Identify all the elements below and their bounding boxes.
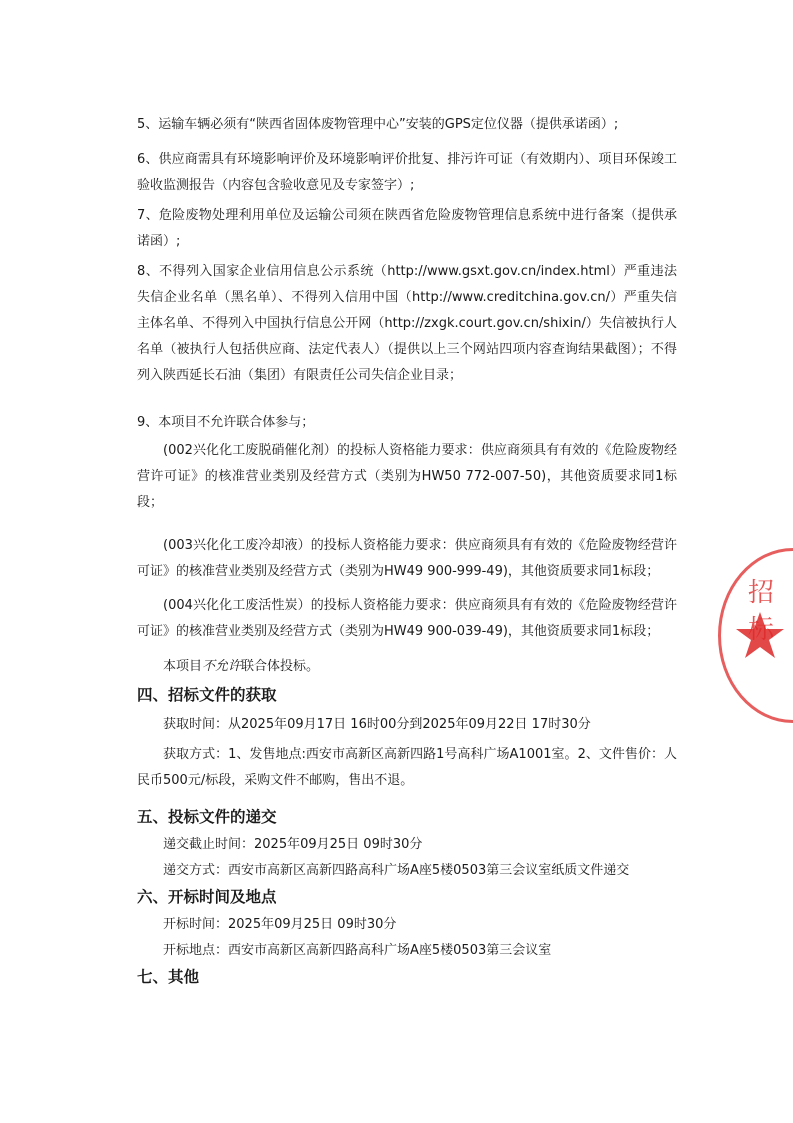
joint-bid-suffix: 联合体投标。 [241, 659, 320, 674]
joint-bid-prefix: 本项目 [163, 659, 203, 674]
opening-time: 开标时间：2025年09月25日 09时30分 [163, 917, 397, 932]
acquisition-time: 获取时间：从2025年09月17日 16时00分到2025年09月22日 17时30分 [163, 717, 591, 732]
lot-002-requirement: (002兴化化工废脱硝催化剂）的投标人资格能力要求：供应商须具有有效的《危险废物经营许可证》的核准营业类别及经营方式（类别为HW50 772-007-50)，其他资质要求同1标段； [137, 443, 677, 510]
submission-deadline: 递交截止时间：2025年09月25日 09时30分 [163, 837, 423, 852]
lot-004-requirement: (004兴化化工废活性炭）的投标人资格能力要求：供应商须具有有效的《危险废物经营许可证》的核准营业类别及经营方式（类别为HW49 900-039-49)，其他资质要求同1标段； [137, 598, 677, 639]
item-7: 7、危险废物处理利用单位及运输公司须在陕西省危险废物管理信息系统中进行备案（提供承诺函）; [137, 208, 677, 249]
section-4-heading: 四、招标文件的获取 [137, 686, 277, 704]
lot-003-requirement: (003兴化化工废冷却液）的投标人资格能力要求：供应商须具有有效的《危险废物经营许可证》的核准营业类别及经营方式（类别为HW49 900-999-49)，其他资质要求同1标段； [137, 538, 677, 579]
item-9: 9、本项目不允许联合体参与； [137, 415, 315, 430]
submission-method: 递交方式：西安市高新区高新四路高科广场A座5楼0503第三会议室纸质文件递交 [163, 863, 630, 878]
item-5: 5、运输车辆必须有“陕西省固体废物管理中心”安装的GPS定位仪器（提供承诺函）; [137, 117, 619, 132]
acquisition-method: 获取方式：1、发售地点:西安市高新区高新四路1号高科广场A1001室。2、文件售价：人民币500元/标段，采购文件不邮购，售出不退。 [137, 747, 677, 788]
item-6: 6、供应商需具有环境影响评价及环境影响评价批复、排污许可证（有效期内）、项目环保竣工验收监测报告（内容包含验收意见及专家签字）; [137, 152, 677, 193]
joint-bid-italic: 不允许 [202, 659, 242, 674]
opening-place: 开标地点：西安市高新区高新四路高科广场A座5楼0503第三会议室 [163, 943, 552, 958]
section-7-heading: 七、其他 [137, 968, 200, 986]
section-5-heading: 五、投标文件的递交 [137, 808, 277, 826]
seal-star-icon [735, 610, 785, 660]
section-6-heading: 六、开标时间及地点 [137, 888, 277, 906]
seal-text: 招 [748, 578, 777, 608]
item-8: 8、不得列入国家企业信用信息公示系统（http://www.gsxt.gov.cn/index.html）严重违法失信企业名单（黑名单）、不得列入信用中国（http://www.creditchina.gov.cn/）严重失信主体名单、不得列入中国执行信息公开网（http://zxgk.court.gov.cn/shixin/）失信被执行人名单（被执行人包括供应商、法定代表人）（提供以上三个网站四项内容查询结果截图）；不得列入陕西延长石油（集团）有限责任公司失信企业目录； [137, 264, 677, 383]
joint-bid-note [137, 654, 677, 680]
